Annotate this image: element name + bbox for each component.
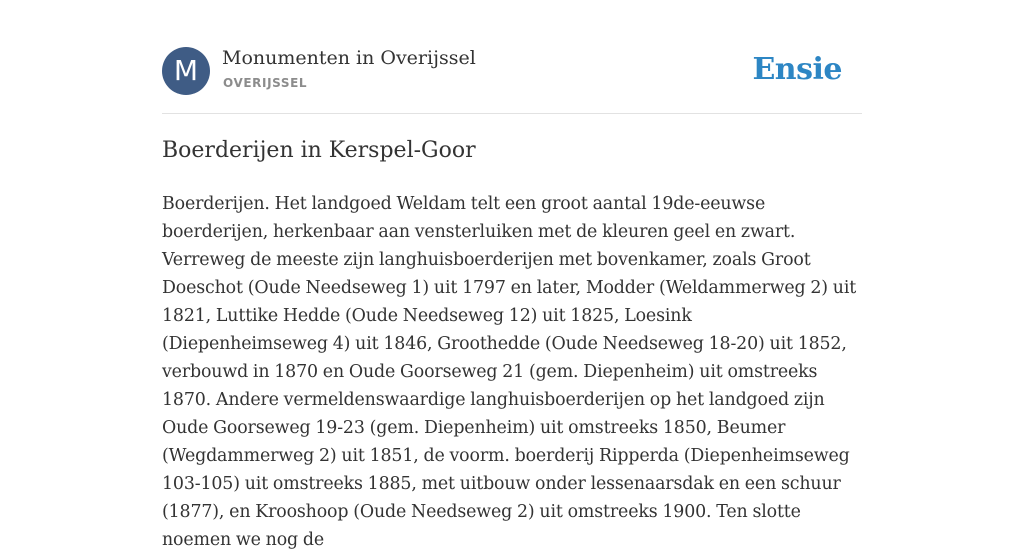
source-subtitle[interactable]: OVERIJSSEL — [223, 76, 308, 90]
header-divider — [162, 113, 862, 114]
article-title: Boerderijen in Kerspel-Goor — [162, 138, 476, 163]
article-body: Boerderijen. Het landgoed Weldam telt een groot aantal 19de-eeuwse boerderijen, herkenbaar aan vensterluiken met de kleuren geel en zwart. Verreweg de meeste zijn langhuisboerderijen met bovenkamer, zoals Groot Doeschot (Oude Needseweg 1) uit 1797 en later, Modder (Weldammerweg 2) uit 1821, Luttike Hedde (Oude Needseweg 12) uit 1825, Loesink (Diepenheimseweg 4) uit 1846, Groothedde (Oude Needseweg 18-20) uit 1852, verbouwd in 1870 en Oude Goorseweg 21 (gem. Diepenheim) uit omstreeks 1870. Andere vermeldenswaardige langhuisboerderijen op het landgoed zijn Oude Goorseweg 19-23 (gem. Diepenheim) uit omstreeks 1850, Beumer (Wegdammerweg 2) uit 1851, de voorm. boerderij Ripperda (Diepenheimseweg 103-105) uit omstreeks 1885, met uitbouw onder lessenaarsdak en een schuur (1877), en Krooshoop (Oude Needseweg 2) uit omstreeks 1900. Ten slotte noemen we nog de — [162, 194, 857, 550]
avatar[interactable]: M — [162, 47, 210, 95]
source-header — [162, 47, 862, 95]
source-title[interactable]: Monumenten in Overijssel — [222, 47, 476, 69]
brand-logo[interactable]: Ensie — [752, 52, 842, 87]
